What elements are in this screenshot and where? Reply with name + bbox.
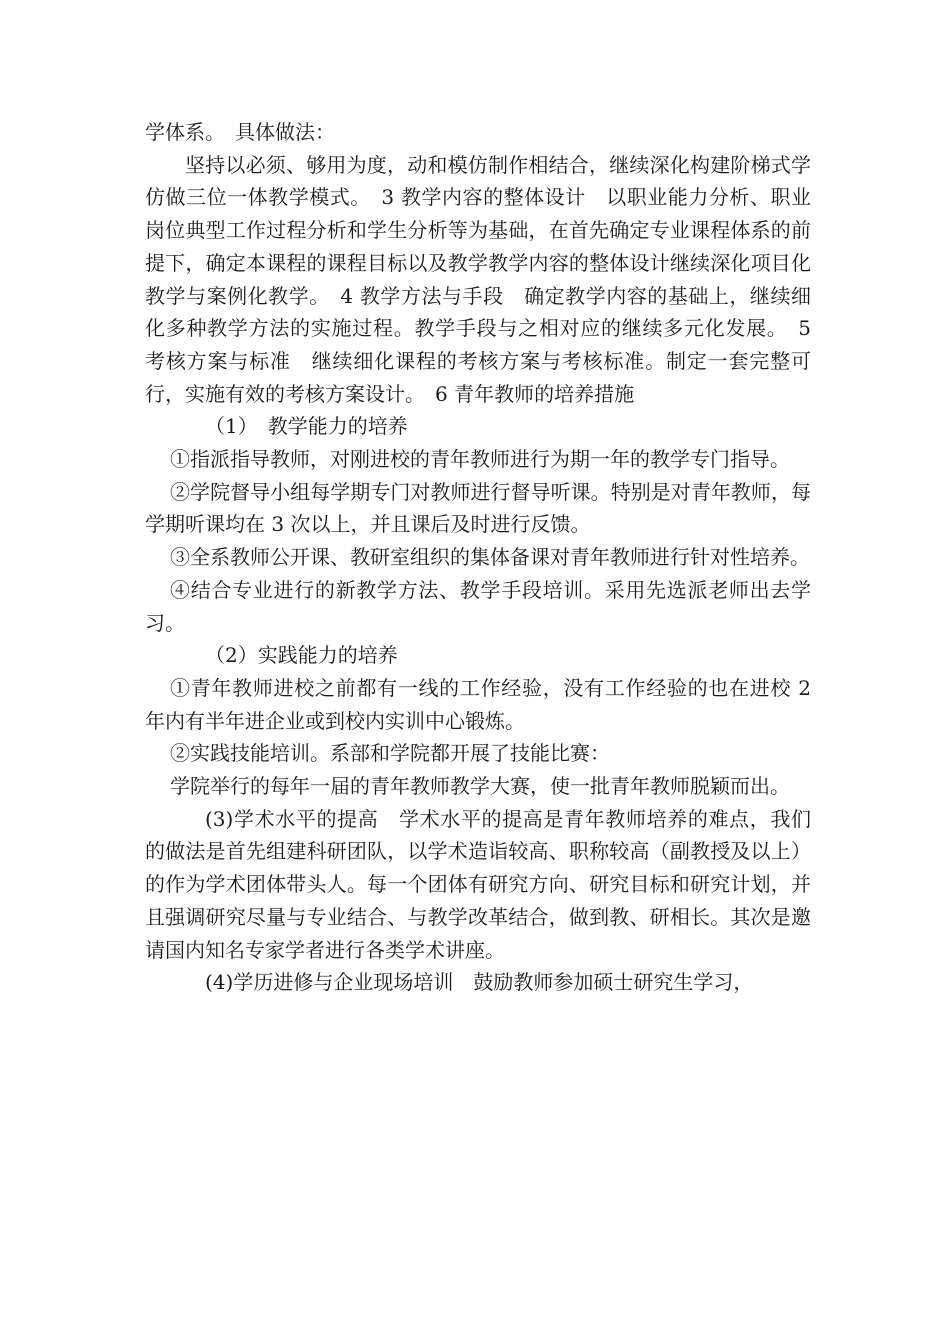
document-body (145, 116, 811, 999)
list-item: ①青年教师进校之前都有一线的工作经验，没有工作经验的也在进校 2 年内有半年进企业或到校内实训中心锻炼。 (145, 675, 811, 733)
heading-practice-ability: （2）实践能力的培养 (205, 643, 398, 668)
paragraph-teaching-contest: 学院举行的每年一届的青年教师教学大赛，使一批青年教师脱颖而出。 (170, 774, 790, 799)
list-item: ③全系教师公开课、教研室组织的集体备课对青年教师进行针对性培养。 (170, 545, 810, 570)
paragraph-further-study: (4)学历进修与企业现场培训 鼓励教师参加硕士研究生学习， (205, 970, 754, 995)
list-item: ②学院督导小组每学期专门对教师进行督导听课。特别是对青年教师，每学期听课均在 3 次以上，并且课后及时进行反馈。 (145, 479, 811, 537)
paragraph-intro: 学体系。 具体做法： (145, 120, 335, 144)
list-item: ②实践技能培训。系部和学院都开展了技能比赛： (170, 741, 610, 766)
paragraph-academic-level: (3)学术水平的提高 学术水平的提高是青年教师培养的难点，我们的做法是首先组建科研团队，以学术造诣较高、职称较高（副教授及以上）的作为学术团体带头人。每一个团体有研究方向、研究目标和研究计划，并且强调研究尽量与专业结合、与教学改革结合，做到教、研相长。其次是邀请国内知名专家学者进行各类学术讲座。 (145, 806, 811, 962)
paragraph-teaching-design: 坚持以必须、够用为度，动和模仿制作相结合，继续深化构建阶梯式学仿做三位一体教学模式。 3 教学内容的整体设计 以职业能力分析、职业岗位典型工作过程分析和学生分析等为基础，在首先确定专业课程体系的前提下，确定本课程的课程目标以及教学教学内容的整体设计继续深化项目化教学与案例化教学。 4 教学方法与手段 确定教学内容的基础上，继续细化多种教学方法的实施过程。教学手段与之相对应的继续多元化发展。 5 考核方案与标准 继续细化课程的考核方案与考核标准。制定一套完整可行，实施有效的考核方案设计。 6 青年教师的培养措施 (145, 152, 811, 406)
list-item: ①指派指导教师，对刚进校的青年教师进行为期一年的教学专门指导。 (170, 447, 790, 472)
list-item: ④结合专业进行的新教学方法、教学手段培训。采用先选派老师出去学习。 (145, 577, 811, 635)
heading-teaching-ability: （1） 教学能力的培养 (205, 414, 408, 439)
